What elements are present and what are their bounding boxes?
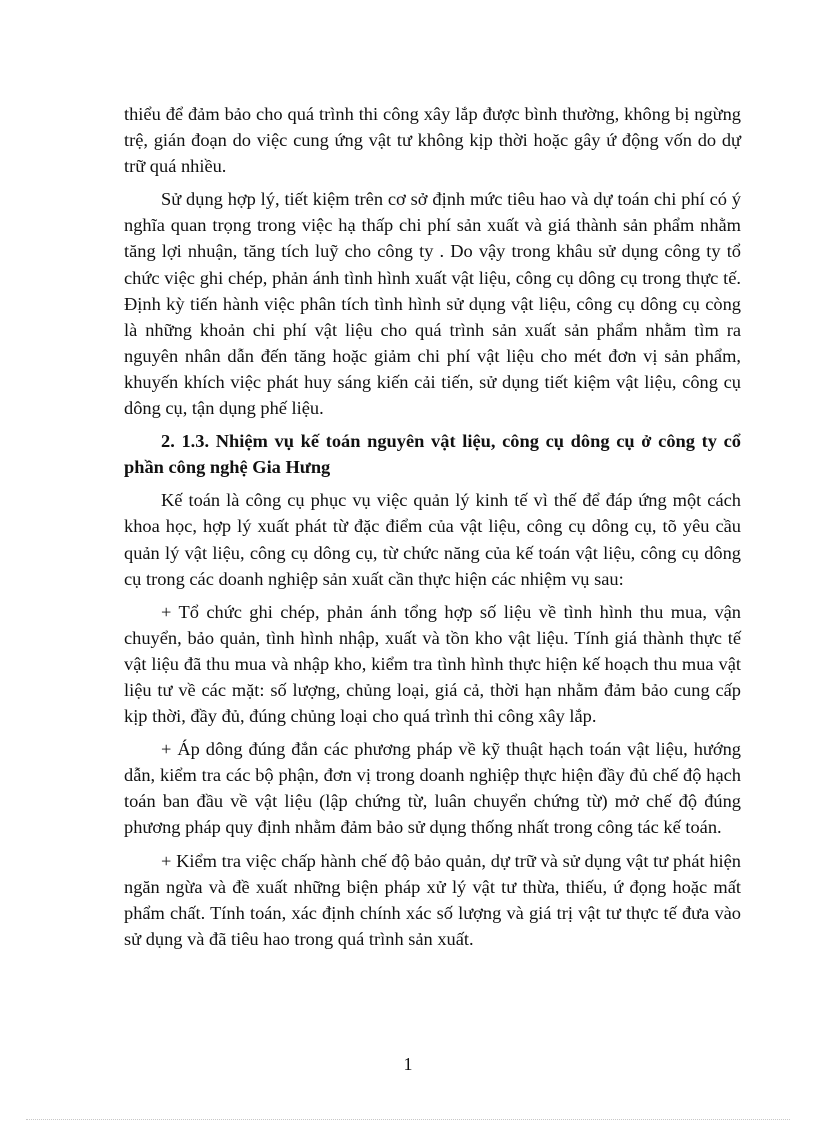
paragraph-task-inspection: + Kiểm tra việc chấp hành chế độ bảo quản, dự trữ và sử dụng vật tư phát hiện ngăn ngừa và đề xuất những biện pháp xử lý vật tư thừa, thiếu, ứ đọng hoặc mất phẩm chất. Tính toán, xác định chính xác số lượng và giá trị vật tư thực tế đưa vào sử dụng và đã tiêu hao trong quá trình sản xuất. [124,850,741,949]
paragraph-task-methods: + Áp dông đúng đắn các phương pháp về kỹ thuật hạch toán vật liệu, hướng dẫn, kiểm tra các bộ phận, đơn vị trong doanh nghiệp thực hiện đầy đủ chế độ hạch toán ban đầu về vật liệu (lập chứng từ, luân chuyển chứng từ) mở chế độ đúng phương pháp quy định nhằm đảm bảo sử dụng thống nhất trong công tác kế toán. [124,739,741,838]
page-number: 1 [403,1054,413,1074]
paragraph-continuation: thiểu để đảm bảo cho quá trình thi công xây lắp được bình thường, không bị ngừng trệ, gián đoạn do việc cung ứng vật tư không kịp thời hoặc gây ứ động vốn do dự trữ quá nhiều. [124,104,741,177]
page-content [124,101,741,959]
paragraph-task-recording: + Tổ chức ghi chép, phản ánh tổng hợp số liệu về tình hình thu mua, vận chuyển, bảo quản, tình hình nhập, xuất và tồn kho vật liệu. Tính giá thành thực tế vật liệu đã thu mua và nhập kho, kiểm tra tình hình thực hiện kế hoạch thu mua vật liệu tư về các mặt: số lượng, chủng loại, giá cả, thời hạn nhằm đảm bảo cung cấp kịp thời, đầy đủ, đúng chủng loại cho quá trình thi công xây lắp. [124,601,741,727]
paragraph-accounting-intro: Kế toán là công cụ phục vụ việc quản lý kinh tế vì thế để đáp ứng một cách khoa học, hợp lý xuất phát từ đặc điểm của vật liệu, công cụ dông cụ, tõ yêu cầu quản lý vật liệu, công cụ dông cụ, từ chức năng của kế toán vật liệu, công cụ dông cụ trong các doanh nghiệp sản xuất cần thực hiện các nhiệm vụ sau: [124,490,741,589]
section-heading: 2. 1.3. Nhiệm vụ kế toán nguyên vật liệu, công cụ dông cụ ở công ty cổ phần công nghệ Gia Hưng [124,431,741,478]
paragraph-material-usage: Sử dụng hợp lý, tiết kiệm trên cơ sở định mức tiêu hao và dự toán chi phí có ý nghĩa quan trọng trong việc hạ thấp chi phí sản xuất và giá thành sản phẩm nhằm tăng lợi nhuận, tăng tích luỹ cho công ty . Do vậy trong khâu sử dụng công ty tổ chức việc ghi chép, phản ánh tình hình xuất vật liệu, công cụ dông cụ trong thực tế. Định kỳ tiến hành việc phân tích tình hình sử dụng vật liệu, công cụ dông cụ còng là những khoản chi phí vật liệu cho quá trình sản xuất sản phẩm nhằm tìm ra nguyên nhân dẫn đến tăng hoặc giảm chi phí vật liệu cho mét đơn vị sản phẩm, khuyến khích việc phát huy sáng kiến cải tiến, sử dụng tiết kiệm vật liệu, công cụ dông cụ, tận dụng phế liệu. [124,189,741,419]
page-bottom-divider [26,1119,790,1120]
